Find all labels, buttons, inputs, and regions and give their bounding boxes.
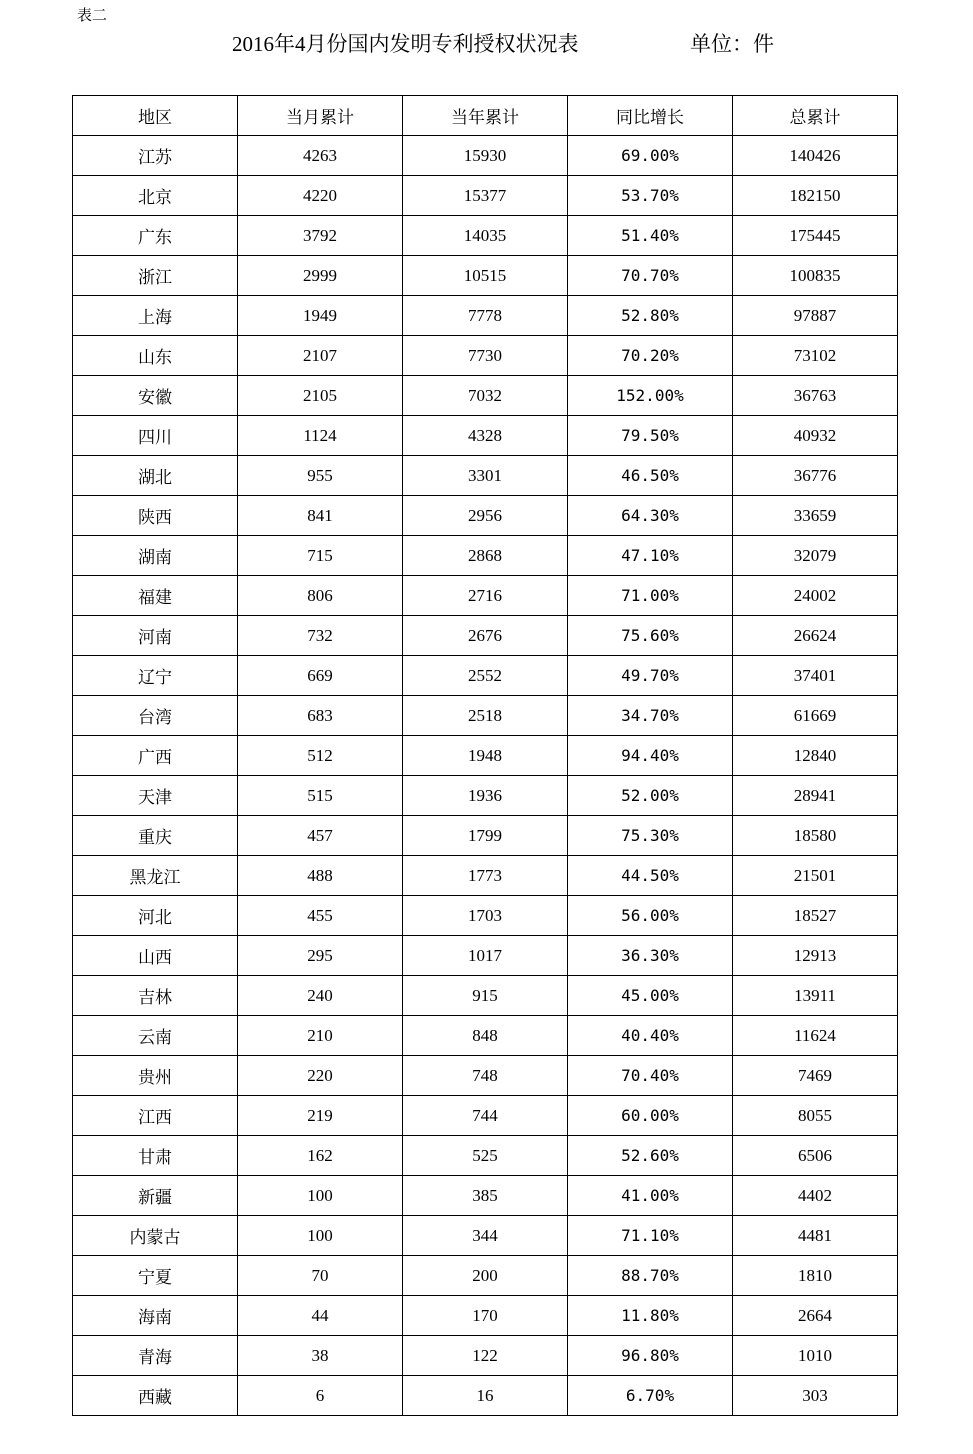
cell-yoy-growth: 52.60% <box>568 1136 733 1176</box>
cell-grand-total: 73102 <box>733 336 898 376</box>
cell-month-total: 210 <box>238 1016 403 1056</box>
cell-region: 甘肃 <box>73 1136 238 1176</box>
table-row <box>73 376 898 416</box>
cell-grand-total: 8055 <box>733 1096 898 1136</box>
cell-grand-total: 61669 <box>733 696 898 736</box>
cell-yoy-growth: 71.10% <box>568 1216 733 1256</box>
table-row <box>73 896 898 936</box>
cell-year-total: 744 <box>403 1096 568 1136</box>
table-row <box>73 1296 898 1336</box>
cell-month-total: 100 <box>238 1216 403 1256</box>
cell-month-total: 806 <box>238 576 403 616</box>
cell-year-total: 10515 <box>403 256 568 296</box>
cell-region: 四川 <box>73 416 238 456</box>
cell-month-total: 455 <box>238 896 403 936</box>
cell-year-total: 1017 <box>403 936 568 976</box>
cell-year-total: 385 <box>403 1176 568 1216</box>
table-row <box>73 176 898 216</box>
cell-month-total: 6 <box>238 1376 403 1416</box>
cell-yoy-growth: 47.10% <box>568 536 733 576</box>
cell-grand-total: 6506 <box>733 1136 898 1176</box>
header-row <box>73 96 898 136</box>
cell-grand-total: 13911 <box>733 976 898 1016</box>
table-row <box>73 1336 898 1376</box>
cell-yoy-growth: 52.00% <box>568 776 733 816</box>
cell-year-total: 1948 <box>403 736 568 776</box>
cell-year-total: 170 <box>403 1296 568 1336</box>
header-region: 地区 <box>73 96 238 136</box>
cell-month-total: 488 <box>238 856 403 896</box>
cell-year-total: 2868 <box>403 536 568 576</box>
cell-month-total: 715 <box>238 536 403 576</box>
header-month-total: 当月累计 <box>238 96 403 136</box>
cell-yoy-growth: 41.00% <box>568 1176 733 1216</box>
cell-yoy-growth: 79.50% <box>568 416 733 456</box>
cell-region: 西藏 <box>73 1376 238 1416</box>
header-year-total: 当年累计 <box>403 96 568 136</box>
cell-yoy-growth: 46.50% <box>568 456 733 496</box>
cell-year-total: 748 <box>403 1056 568 1096</box>
cell-region: 上海 <box>73 296 238 336</box>
cell-month-total: 100 <box>238 1176 403 1216</box>
table-row <box>73 1216 898 1256</box>
cell-region: 安徽 <box>73 376 238 416</box>
cell-region: 浙江 <box>73 256 238 296</box>
cell-yoy-growth: 70.40% <box>568 1056 733 1096</box>
cell-month-total: 220 <box>238 1056 403 1096</box>
cell-region: 宁夏 <box>73 1256 238 1296</box>
cell-region: 福建 <box>73 576 238 616</box>
cell-month-total: 240 <box>238 976 403 1016</box>
cell-month-total: 1949 <box>238 296 403 336</box>
cell-month-total: 515 <box>238 776 403 816</box>
cell-year-total: 200 <box>403 1256 568 1296</box>
cell-region: 河北 <box>73 896 238 936</box>
cell-grand-total: 37401 <box>733 656 898 696</box>
table-row <box>73 336 898 376</box>
cell-year-total: 1936 <box>403 776 568 816</box>
cell-year-total: 2716 <box>403 576 568 616</box>
cell-year-total: 2518 <box>403 696 568 736</box>
cell-grand-total: 18580 <box>733 816 898 856</box>
unit-label: 单位：件 <box>690 32 774 56</box>
cell-grand-total: 1810 <box>733 1256 898 1296</box>
cell-grand-total: 4481 <box>733 1216 898 1256</box>
cell-yoy-growth: 152.00% <box>568 376 733 416</box>
cell-grand-total: 36776 <box>733 456 898 496</box>
cell-year-total: 2552 <box>403 656 568 696</box>
header-grand-total: 总累计 <box>733 96 898 136</box>
cell-year-total: 1773 <box>403 856 568 896</box>
cell-year-total: 525 <box>403 1136 568 1176</box>
cell-grand-total: 4402 <box>733 1176 898 1216</box>
cell-region: 青海 <box>73 1336 238 1376</box>
cell-grand-total: 7469 <box>733 1056 898 1096</box>
cell-yoy-growth: 45.00% <box>568 976 733 1016</box>
cell-month-total: 2105 <box>238 376 403 416</box>
cell-month-total: 2107 <box>238 336 403 376</box>
cell-yoy-growth: 51.40% <box>568 216 733 256</box>
cell-region: 辽宁 <box>73 656 238 696</box>
cell-year-total: 7778 <box>403 296 568 336</box>
cell-year-total: 2676 <box>403 616 568 656</box>
cell-grand-total: 32079 <box>733 536 898 576</box>
table-row <box>73 1376 898 1416</box>
table-row <box>73 416 898 456</box>
cell-grand-total: 36763 <box>733 376 898 416</box>
cell-month-total: 295 <box>238 936 403 976</box>
table-row <box>73 776 898 816</box>
cell-yoy-growth: 52.80% <box>568 296 733 336</box>
patent-table <box>72 95 898 1416</box>
cell-month-total: 512 <box>238 736 403 776</box>
table-row <box>73 536 898 576</box>
cell-grand-total: 182150 <box>733 176 898 216</box>
cell-year-total: 2956 <box>403 496 568 536</box>
cell-region: 新疆 <box>73 1176 238 1216</box>
cell-region: 山西 <box>73 936 238 976</box>
cell-grand-total: 18527 <box>733 896 898 936</box>
table-row <box>73 976 898 1016</box>
cell-region: 云南 <box>73 1016 238 1056</box>
cell-grand-total: 100835 <box>733 256 898 296</box>
cell-region: 江苏 <box>73 136 238 176</box>
cell-region: 河南 <box>73 616 238 656</box>
cell-yoy-growth: 75.60% <box>568 616 733 656</box>
table-row <box>73 856 898 896</box>
cell-month-total: 162 <box>238 1136 403 1176</box>
cell-yoy-growth: 60.00% <box>568 1096 733 1136</box>
cell-region: 吉林 <box>73 976 238 1016</box>
cell-yoy-growth: 70.70% <box>568 256 733 296</box>
cell-month-total: 44 <box>238 1296 403 1336</box>
cell-year-total: 14035 <box>403 216 568 256</box>
cell-month-total: 2999 <box>238 256 403 296</box>
table-row <box>73 1176 898 1216</box>
cell-region: 广西 <box>73 736 238 776</box>
table-body <box>73 136 898 1416</box>
table-row <box>73 1136 898 1176</box>
cell-year-total: 3301 <box>403 456 568 496</box>
cell-yoy-growth: 44.50% <box>568 856 733 896</box>
cell-month-total: 4263 <box>238 136 403 176</box>
cell-grand-total: 97887 <box>733 296 898 336</box>
cell-region: 北京 <box>73 176 238 216</box>
cell-month-total: 70 <box>238 1256 403 1296</box>
cell-month-total: 4220 <box>238 176 403 216</box>
cell-month-total: 955 <box>238 456 403 496</box>
table-label: 表二 <box>77 6 108 24</box>
cell-grand-total: 11624 <box>733 1016 898 1056</box>
cell-year-total: 7730 <box>403 336 568 376</box>
table-row <box>73 1096 898 1136</box>
cell-year-total: 344 <box>403 1216 568 1256</box>
table-row <box>73 616 898 656</box>
cell-yoy-growth: 94.40% <box>568 736 733 776</box>
cell-month-total: 219 <box>238 1096 403 1136</box>
cell-region: 湖北 <box>73 456 238 496</box>
cell-grand-total: 12840 <box>733 736 898 776</box>
table-row <box>73 296 898 336</box>
table-row <box>73 216 898 256</box>
cell-month-total: 841 <box>238 496 403 536</box>
table-row <box>73 936 898 976</box>
cell-grand-total: 28941 <box>733 776 898 816</box>
cell-region: 天津 <box>73 776 238 816</box>
cell-grand-total: 140426 <box>733 136 898 176</box>
cell-yoy-growth: 49.70% <box>568 656 733 696</box>
cell-year-total: 15930 <box>403 136 568 176</box>
cell-year-total: 848 <box>403 1016 568 1056</box>
cell-month-total: 669 <box>238 656 403 696</box>
cell-year-total: 15377 <box>403 176 568 216</box>
cell-yoy-growth: 11.80% <box>568 1296 733 1336</box>
cell-region: 山东 <box>73 336 238 376</box>
cell-month-total: 1124 <box>238 416 403 456</box>
cell-region: 海南 <box>73 1296 238 1336</box>
table-row <box>73 816 898 856</box>
cell-region: 湖南 <box>73 536 238 576</box>
cell-month-total: 3792 <box>238 216 403 256</box>
cell-grand-total: 303 <box>733 1376 898 1416</box>
cell-region: 陕西 <box>73 496 238 536</box>
cell-month-total: 683 <box>238 696 403 736</box>
cell-yoy-growth: 6.70% <box>568 1376 733 1416</box>
cell-yoy-growth: 88.70% <box>568 1256 733 1296</box>
cell-grand-total: 1010 <box>733 1336 898 1376</box>
cell-yoy-growth: 53.70% <box>568 176 733 216</box>
cell-grand-total: 26624 <box>733 616 898 656</box>
page-title: 2016年4月份国内发明专利授权状况表 <box>232 32 579 56</box>
cell-year-total: 1703 <box>403 896 568 936</box>
table-row <box>73 456 898 496</box>
cell-grand-total: 12913 <box>733 936 898 976</box>
table-row <box>73 256 898 296</box>
cell-yoy-growth: 56.00% <box>568 896 733 936</box>
table-row <box>73 736 898 776</box>
table-row <box>73 136 898 176</box>
cell-region: 台湾 <box>73 696 238 736</box>
cell-region: 江西 <box>73 1096 238 1136</box>
cell-year-total: 915 <box>403 976 568 1016</box>
cell-year-total: 4328 <box>403 416 568 456</box>
cell-yoy-growth: 71.00% <box>568 576 733 616</box>
cell-month-total: 457 <box>238 816 403 856</box>
table-row <box>73 496 898 536</box>
cell-yoy-growth: 40.40% <box>568 1016 733 1056</box>
cell-grand-total: 33659 <box>733 496 898 536</box>
cell-month-total: 38 <box>238 1336 403 1376</box>
cell-region: 黑龙江 <box>73 856 238 896</box>
cell-yoy-growth: 69.00% <box>568 136 733 176</box>
cell-grand-total: 24002 <box>733 576 898 616</box>
cell-region: 内蒙古 <box>73 1216 238 1256</box>
header-yoy-growth: 同比增长 <box>568 96 733 136</box>
cell-month-total: 732 <box>238 616 403 656</box>
cell-year-total: 1799 <box>403 816 568 856</box>
cell-grand-total: 2664 <box>733 1296 898 1336</box>
table-row <box>73 1056 898 1096</box>
cell-year-total: 16 <box>403 1376 568 1416</box>
table-row <box>73 656 898 696</box>
cell-region: 广东 <box>73 216 238 256</box>
cell-yoy-growth: 75.30% <box>568 816 733 856</box>
cell-yoy-growth: 36.30% <box>568 936 733 976</box>
cell-yoy-growth: 34.70% <box>568 696 733 736</box>
cell-grand-total: 175445 <box>733 216 898 256</box>
table-row <box>73 1256 898 1296</box>
cell-yoy-growth: 96.80% <box>568 1336 733 1376</box>
table-row <box>73 576 898 616</box>
cell-year-total: 7032 <box>403 376 568 416</box>
table-row <box>73 696 898 736</box>
cell-grand-total: 21501 <box>733 856 898 896</box>
table-row <box>73 1016 898 1056</box>
cell-region: 重庆 <box>73 816 238 856</box>
cell-year-total: 122 <box>403 1336 568 1376</box>
cell-region: 贵州 <box>73 1056 238 1096</box>
cell-grand-total: 40932 <box>733 416 898 456</box>
cell-yoy-growth: 70.20% <box>568 336 733 376</box>
cell-yoy-growth: 64.30% <box>568 496 733 536</box>
